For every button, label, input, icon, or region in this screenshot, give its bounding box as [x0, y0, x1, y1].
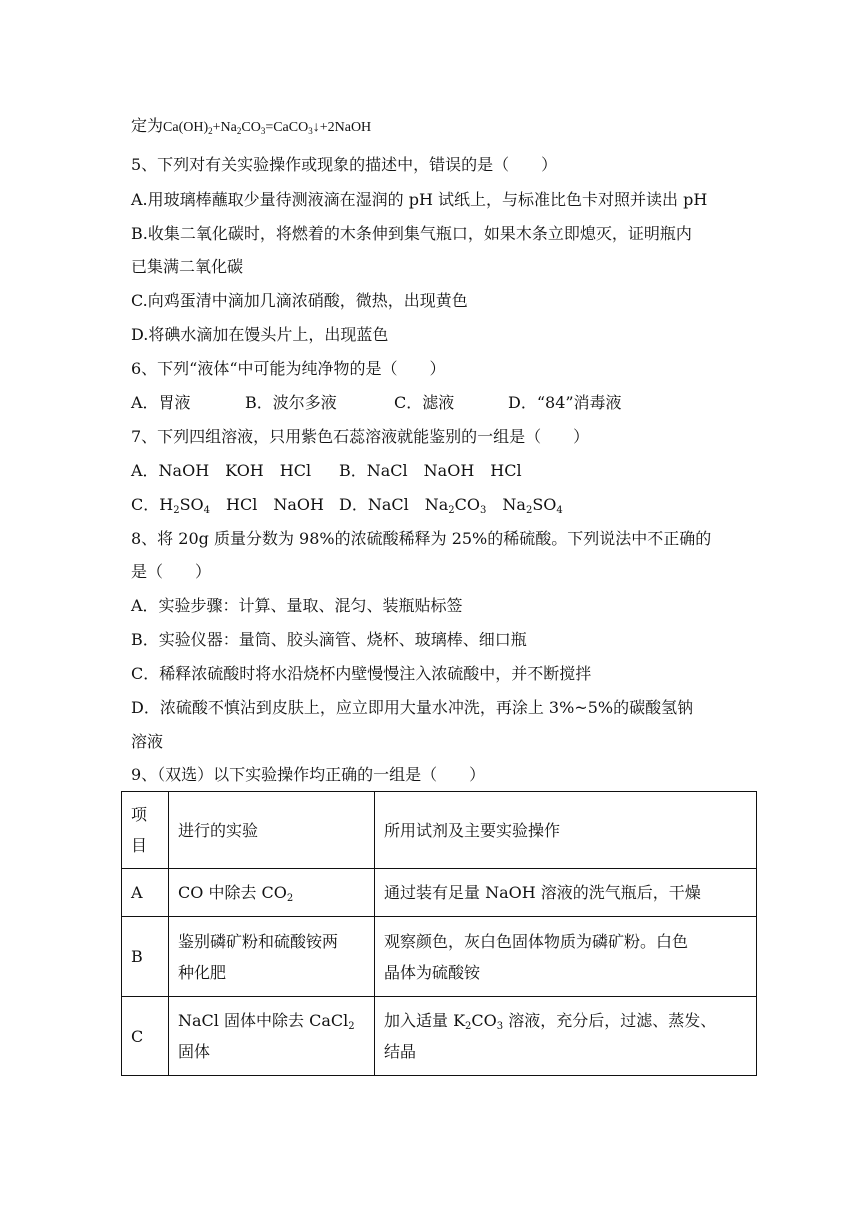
row-b-exp-line2: 种化肥 [178, 962, 227, 982]
q8-option-b: B．实验仪器：量筒、胶头滴管、烧杯、玻璃棒、细口瓶 [131, 630, 527, 649]
row-c-exp-text: NaCl 固体中除去 CaCl [178, 1011, 349, 1030]
q7-d-sub1: 2 [448, 505, 455, 516]
row-c-op-sub1: 2 [465, 1021, 472, 1032]
formula-co: CO [241, 120, 261, 135]
header-item [122, 792, 169, 869]
q7-d-sub4: 4 [556, 505, 563, 516]
formula-oh-sub: 2 [208, 126, 213, 136]
q9-table [121, 791, 757, 1076]
q7-option-c [131, 495, 339, 515]
q7-option-d [339, 495, 563, 515]
header-experiment: 进行的实验 [169, 792, 375, 869]
q6-option-c: C．滤液 [394, 393, 455, 412]
q7-stem: 7、下列四组溶液，只用紫色石蕊溶液就能鉴别的一组是（ ） [131, 427, 590, 446]
formula-line [131, 116, 371, 138]
q5-option-b-line2: 已集满二氧化碳 [131, 257, 244, 276]
q8-stem-line2: 是（ ） [131, 562, 212, 581]
table-row [122, 917, 757, 997]
row-c-op-co: CO [471, 1011, 497, 1030]
formula-caco-sub: 3 [308, 126, 313, 136]
q6-option-a: A．胃液 [131, 393, 191, 412]
q5-stem: 5、下列对有关实验操作或现象的描述中，错误的是（ ） [131, 155, 558, 174]
table-row [122, 869, 757, 917]
row-b-experiment [169, 917, 375, 997]
formula-tail: +2NaOH [319, 120, 372, 135]
chemical-equation [163, 120, 371, 135]
row-c-experiment [169, 997, 375, 1076]
row-a-operation: 通过装有足量 NaOH 溶液的洗气瓶后，干燥 [375, 869, 757, 917]
q7-d-na: Na [486, 495, 526, 514]
header-item-line2: 目 [131, 836, 148, 855]
row-c-op-k: 加入适量 K [384, 1011, 466, 1030]
q7-option-a: A．NaOH KOH HCl [131, 461, 312, 480]
q8-stem-line1: 8、将 20g 质量分数为 98%的浓硫酸稀释为 25%的稀硫酸。下列说法中不正确的 [131, 529, 712, 548]
q8-option-a: A．实验步骤：计算、量取、混匀、装瓶贴标签 [131, 596, 463, 615]
row-a-label: A [122, 869, 169, 917]
row-c-exp-sub: 2 [348, 1021, 355, 1032]
row-a-exp-sub: 2 [286, 893, 294, 904]
row-a-experiment [169, 869, 375, 917]
q7-c-h: C．H [131, 495, 174, 514]
row-c-op-rest: 溶液，充分后，过滤、蒸发、 [503, 1011, 717, 1030]
formula-ca: Ca [163, 120, 179, 135]
q5-option-b-line1: B.收集二氧化碳时，将燃着的木条伸到集气瓶口，如果木条立即熄灭，证明瓶内 [131, 224, 692, 243]
header-operation: 所用试剂及主要实验操作 [375, 792, 757, 869]
q7-c-so: SO [179, 495, 204, 514]
q8-option-d-line2: 溶液 [131, 732, 164, 751]
q5-option-a: A.用玻璃棒蘸取少量待测液滴在湿润的 pH 试纸上，与标准比色卡对照并读出 pH [131, 190, 708, 209]
q8-option-d-line1: D．浓硫酸不慎沾到皮肤上，应立即用大量水冲洗，再涂上 3%~5%的碳酸氢钠 [131, 698, 694, 717]
formula-caco: =CaCO [265, 120, 309, 135]
q5-option-c: C.向鸡蛋清中滴加几滴浓硝酸，微热，出现黄色 [131, 291, 468, 310]
row-b-operation [375, 917, 757, 997]
q6-option-b: B．波尔多液 [245, 393, 337, 412]
row-a-exp-text: CO 中除去 CO [178, 883, 287, 902]
q7-options-ab [131, 461, 522, 481]
row-c-exp-line2: 固体 [178, 1042, 211, 1061]
q9-stem: 9、（双选）以下实验操作均正确的一组是（ ） [131, 765, 486, 784]
table-header-row [122, 792, 757, 869]
q7-options-cd [131, 495, 563, 515]
q7-d-co: CO [454, 495, 481, 514]
q6-stem: 6、下列“液体“中可能为纯净物的是（ ） [131, 359, 446, 378]
q8-option-c: C．稀释浓硫酸时将水沿烧杯内壁慢慢注入浓硫酸中，并不断搅拌 [131, 664, 592, 683]
row-b-op-line1: 观察颜色，灰白色固体物质为磷矿粉。白色 [384, 931, 689, 951]
q7-c-sub1: 2 [173, 505, 180, 516]
row-c-operation [375, 997, 757, 1076]
q6-option-d: D．“84”消毒液 [508, 393, 622, 412]
row-c-op-line2: 结晶 [384, 1042, 417, 1061]
q7-d-sub2: 3 [480, 505, 487, 516]
formula-oh: (OH) [178, 120, 209, 135]
row-c-label: C [122, 997, 169, 1076]
q7-d-sub3: 2 [525, 505, 533, 516]
formula-prefix: 定为 [131, 116, 164, 135]
precipitate-arrow-icon: ↓ [312, 120, 320, 135]
row-b-label: B [122, 917, 169, 997]
formula-na-sub: 2 [236, 126, 242, 136]
q7-d-pre: D．NaCl Na [339, 495, 449, 514]
q7-option-b: B．NaCl NaOH HCl [339, 461, 522, 480]
q6-options [131, 393, 622, 413]
q7-c-rest: HCl NaOH [210, 495, 324, 514]
q7-c-sub2: 4 [203, 505, 211, 516]
table-row [122, 997, 757, 1076]
formula-na: +Na [212, 120, 237, 135]
q7-d-so: SO [532, 495, 557, 514]
row-b-exp-line1: 鉴别磷矿粉和硫酸铵两 [178, 931, 339, 951]
q5-option-d: D.将碘水滴加在馒头片上，出现蓝色 [131, 325, 389, 344]
row-b-op-line2: 晶体为硫酸铵 [384, 962, 481, 982]
formula-co-sub: 3 [260, 126, 266, 136]
row-c-op-sub2: 3 [496, 1021, 504, 1032]
header-item-line1: 项 [131, 805, 148, 824]
